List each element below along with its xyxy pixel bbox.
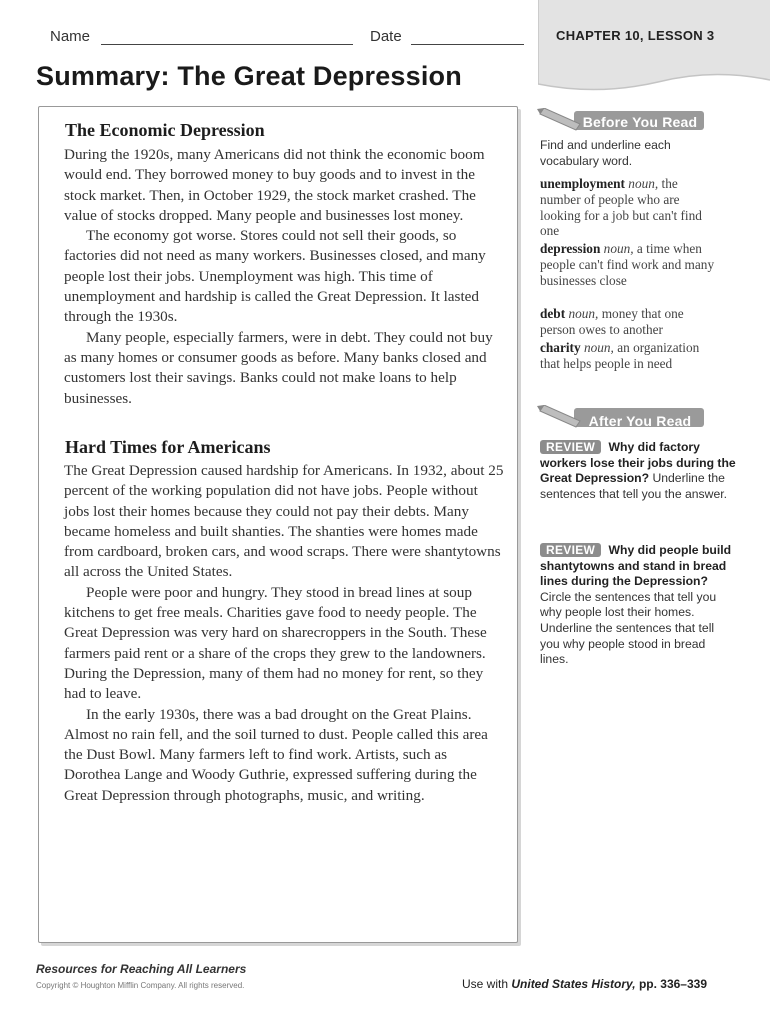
vocab-term: depression — [540, 241, 601, 256]
vocab-term: unemployment — [540, 176, 625, 191]
review-question: Why did people build shantytowns and stand in bread lines during the Depression? — [540, 543, 732, 589]
review-question-1 — [540, 440, 736, 502]
vocab-definition: an organization that helps people in need — [540, 340, 700, 371]
paragraph: People were poor and hungry. They stood in bread lines at soup kitchens to get free meals. Charities gave food to needy people. The Great Depression was very hard on sharecroppers in the South. These farmers paid rent or a share of the crops they grew to the landowners. During the Depression, many of them had no money for rent, so they had to leave. — [64, 583, 487, 703]
page-title: Summary: The Great Depression — [36, 61, 462, 91]
review-question: Why did factory workers lose their jobs during the Great Depression? — [540, 440, 736, 486]
chapter-tab — [538, 0, 770, 108]
paragraph: During the 1920s, many Americans did not think the economic boom would end. They borrowed money to buy goods and to invest in the stock market. Then, in October 1929, the stock market crashed. The value of stocks dropped. Many people and businesses lost money. — [64, 146, 485, 224]
footer-copyright: Copyright © Houghton Mifflin Company. All rights reserved. — [36, 981, 245, 990]
date-label: Date — [370, 28, 402, 45]
section-heading-hard-times: Hard Times for Americans — [65, 437, 271, 457]
section-body-economic-depression — [64, 145, 504, 409]
footer-book-title: United States History, — [511, 977, 636, 991]
review-instruction: Circle the sentences that tell you why people lost their homes. Underline the sentences that tell you why people stood in bread lines. — [540, 589, 717, 667]
footer-use-with-prefix: Use with — [462, 977, 509, 991]
vocab-part-of-speech: noun, — [603, 241, 634, 256]
footer-pages: pp. 336–339 — [638, 977, 707, 991]
vocab-entry-charity — [540, 340, 718, 372]
footer-resources-title: Resources for Reaching All Learners — [36, 962, 247, 976]
vocab-term: charity — [540, 340, 581, 355]
vocab-entry-debt — [540, 306, 718, 338]
section-heading-economic-depression: The Economic Depression — [65, 120, 265, 140]
chapter-lesson-label: CHAPTER 10, LESSON 3 — [556, 28, 715, 43]
name-label: Name — [50, 28, 91, 45]
paragraph: Many people, especially farmers, were in debt. They could not buy as many homes or consumer goods as before. Many banks closed and customers lost their savings. Banks could not make loans to help businesses. — [64, 328, 493, 407]
vocab-term: debt — [540, 306, 566, 321]
name-field-line[interactable] — [101, 44, 353, 45]
pencil-icon — [537, 108, 580, 130]
before-you-read-label: Before You Read — [582, 114, 698, 130]
footer-use-with — [462, 977, 707, 991]
vocab-part-of-speech: noun, — [583, 340, 614, 355]
vocab-definition: the number of people who are looking for a job but can't find one — [540, 176, 702, 239]
review-question-2 — [540, 543, 736, 668]
section-body-hard-times — [64, 461, 504, 806]
vocab-entry-unemployment — [540, 176, 718, 239]
vocab-part-of-speech: noun, — [628, 176, 659, 191]
vocab-part-of-speech: noun, — [568, 306, 599, 321]
date-field-line[interactable] — [411, 44, 524, 45]
review-badge: REVIEW — [540, 440, 601, 454]
vocab-entry-depression — [540, 241, 718, 288]
paragraph: In the early 1930s, there was a bad drought on the Great Plains. Almost no rain fell, and the soil turned to dust. People called this area the Dust Bowl. Many farmers left to find work. Artists, such as Dorothea Lange and Woody Guthrie, expressed suffering during the Great Depression through photographs, music, and writing. — [64, 705, 488, 804]
review-badge: REVIEW — [540, 543, 601, 557]
vocab-definition: a time when people can't find work and many businesses close — [540, 241, 715, 288]
pencil-icon — [537, 405, 580, 427]
after-you-read-label: After You Read — [588, 413, 692, 429]
paragraph: The Great Depression caused hardship for Americans. In 1932, about 25 percent of the working population did not have jobs. People without jobs lost their homes because they could not pay their debts. Many became homeless and built shanties. The shanties were homes made from cardboard, broken cars, and wood scraps. There were shantytowns all across the United States. — [64, 462, 504, 581]
review-instruction: Underline the sentences that tell you the answer. — [540, 471, 727, 501]
vocab-definition: money that one person owes to another — [540, 306, 684, 337]
before-you-read-instruction: Find and underline each vocabulary word. — [540, 138, 671, 168]
paragraph: The economy got worse. Stores could not sell their goods, so factories did not need as many workers. Businesses closed, and many people lost their jobs. Unemployment was high. This time of unemployment and hardship is called the Great Depression. It lasted through the 1930s. — [64, 227, 486, 326]
